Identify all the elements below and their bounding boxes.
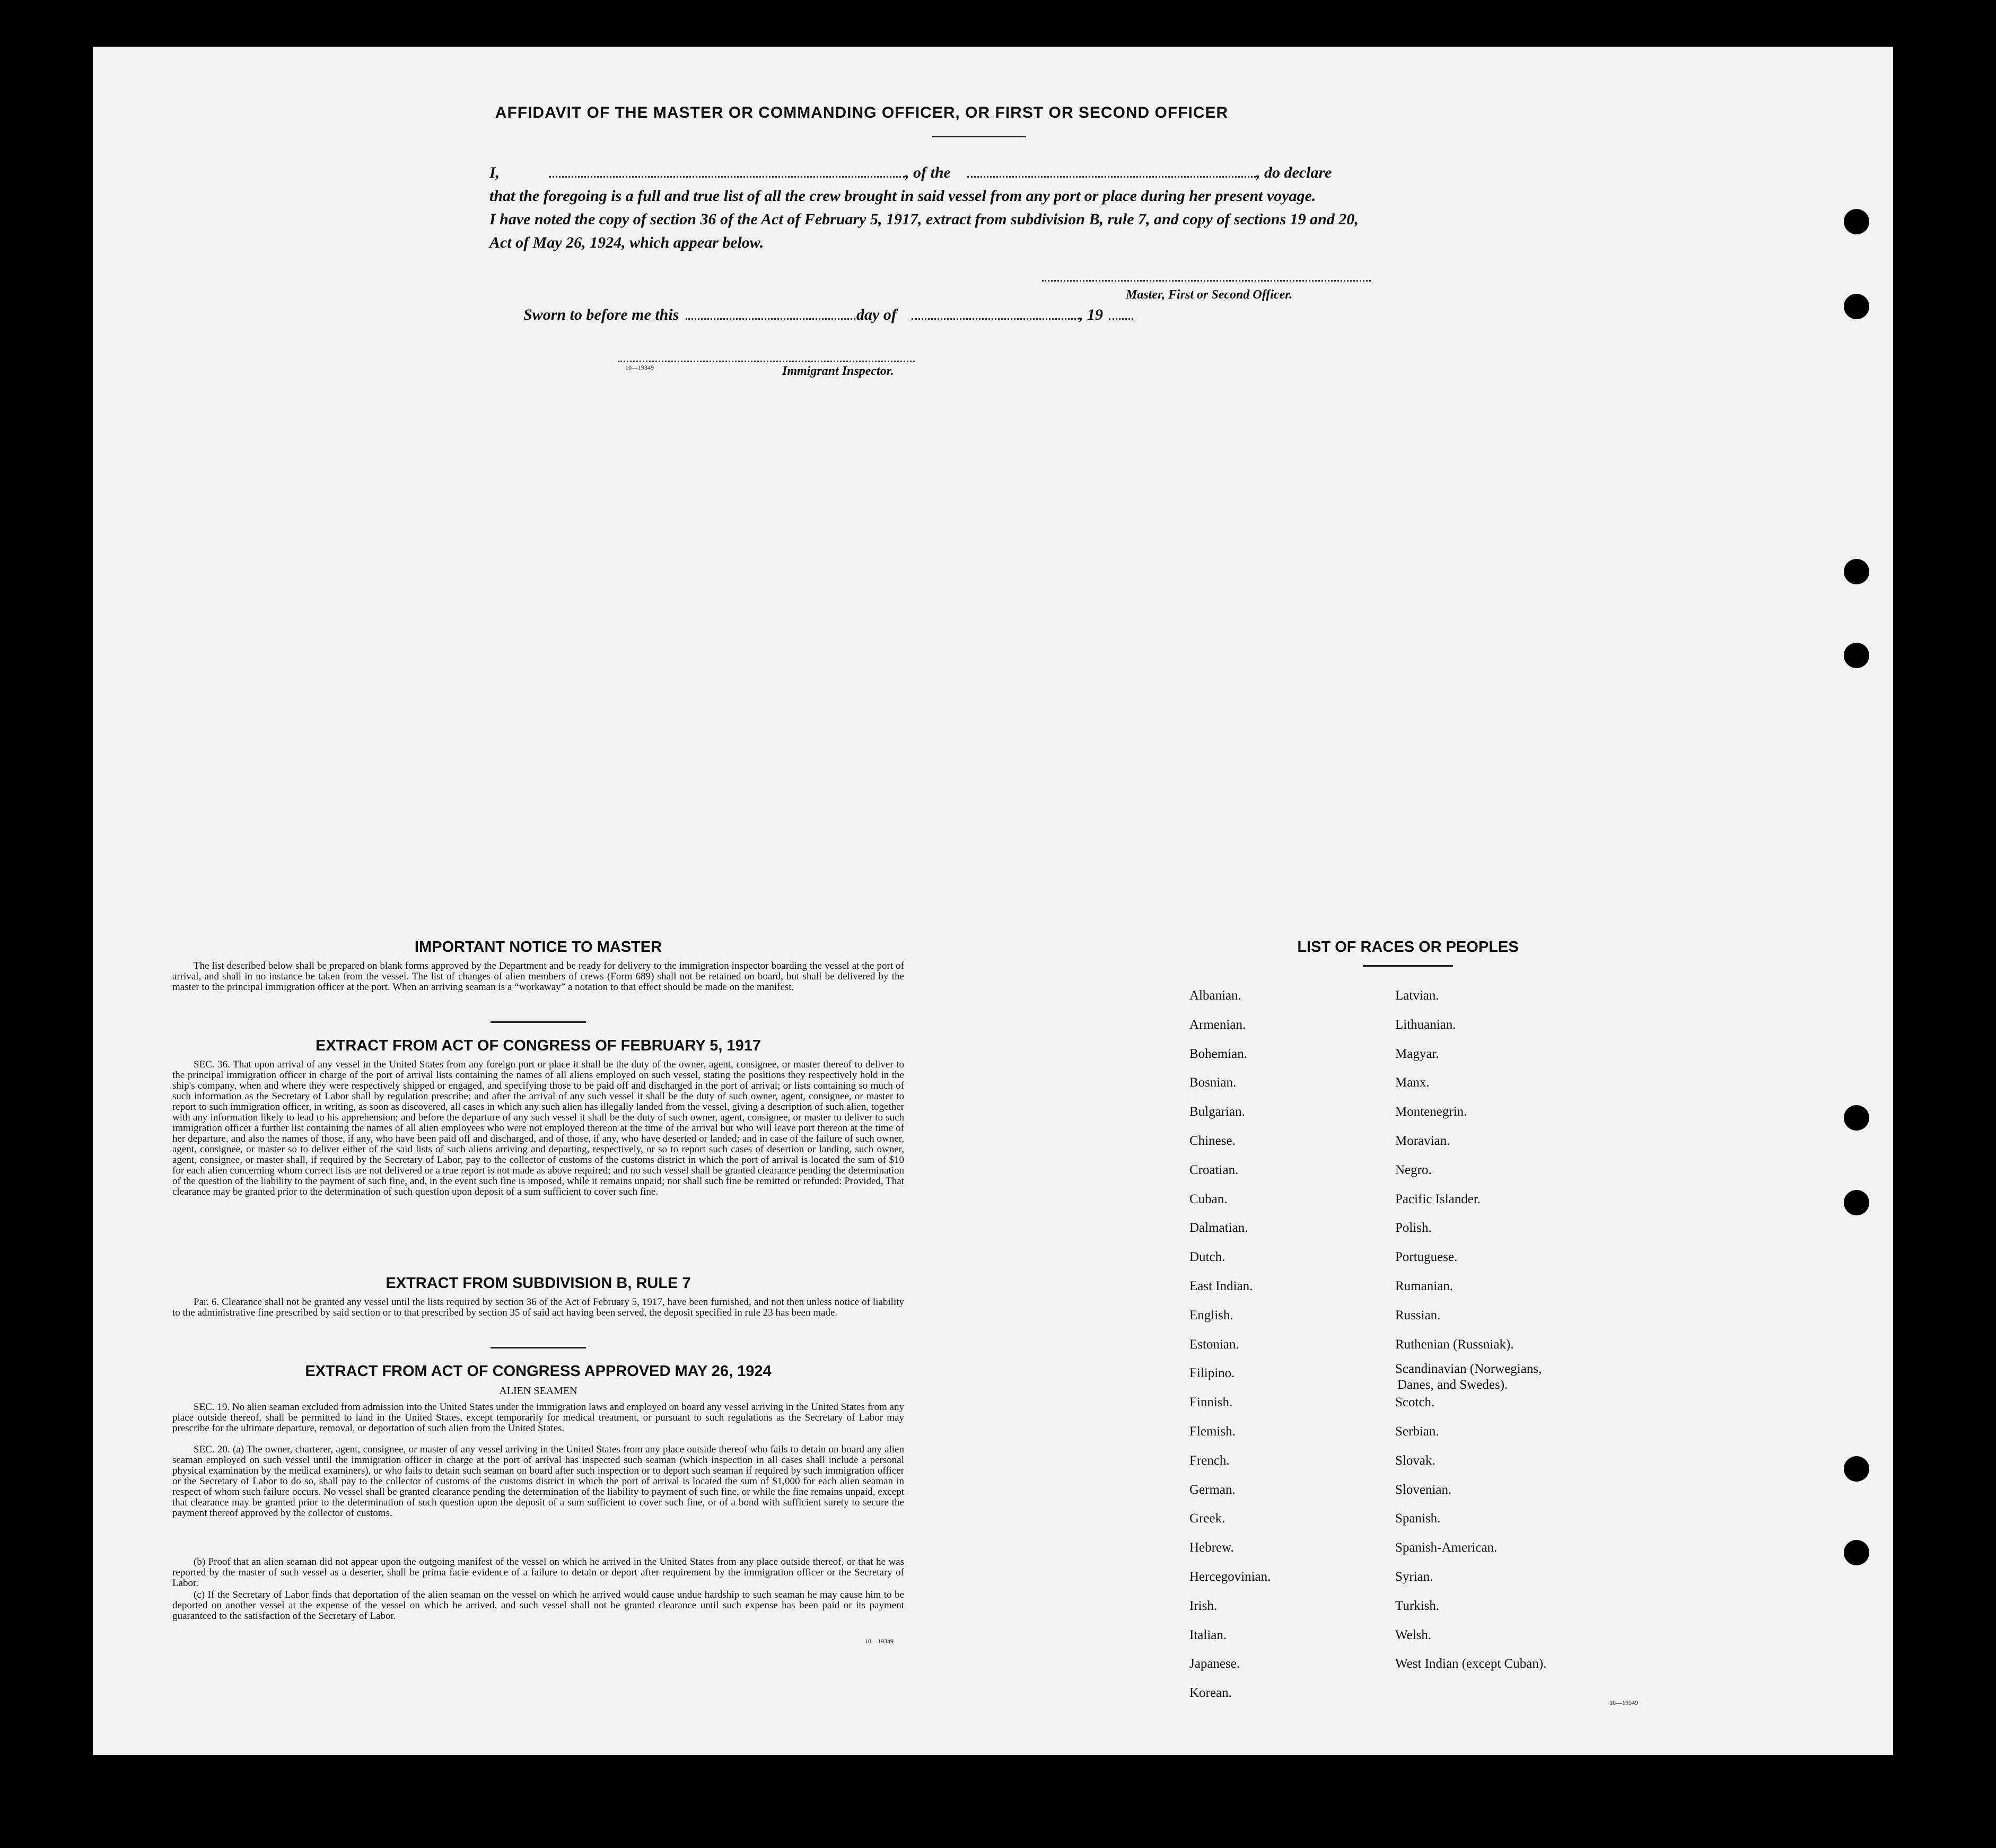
race-item: Hebrew.	[1189, 1540, 1234, 1555]
race-item: German.	[1189, 1482, 1236, 1497]
race-item: Cuban.	[1189, 1192, 1228, 1206]
race-item: Moravian.	[1395, 1134, 1450, 1148]
vessel-field[interactable]	[967, 176, 1256, 178]
race-item: Croatian.	[1189, 1162, 1239, 1177]
do-declare-label: , do declare	[1256, 164, 1332, 181]
race-item: Turkish.	[1395, 1598, 1440, 1613]
punch-hole	[1844, 294, 1869, 319]
race-item: Italian.	[1189, 1627, 1227, 1642]
race-item: English.	[1189, 1308, 1233, 1322]
affidavit-line-2: that the foregoing is a full and true list of all the crew brought in said vessel from any port or place during her present voyage.	[489, 187, 1316, 205]
divider	[491, 1347, 586, 1348]
sec20b-text: (b) Proof that an alien seaman did not appear upon the outgoing manifest of the vessel on which he arrived in the United States from any place outside thereof, or that he was reported by the master of such vessel as a deserter, shall be prima facie evidence of a failure to detain or deport after requirement by the immigration officer or the Secretary of Labor.	[172, 1556, 904, 1589]
race-item: Bohemian.	[1189, 1046, 1248, 1061]
punch-hole	[1844, 1456, 1869, 1482]
notice-text: The list described below shall be prepared on blank forms approved by the Department and be ready for delivery to the immigration inspector boarding the vessel at the port of arrival, and shall in no instance be taken from the vessel. The list of changes of alien members of crews (Form 689) shall not be retained on board, but shall be delivered by the master to the principal immigration officer at the port. When an arriving seaman is a “workaway” a notation to that effect should be made on the manifest.	[172, 960, 904, 993]
race-item: Danes, and Swedes).	[1397, 1378, 1508, 1392]
punch-hole	[1844, 643, 1869, 668]
race-item: West Indian (except Cuban).	[1395, 1657, 1547, 1671]
race-item: Hercegovinian.	[1189, 1570, 1271, 1584]
race-item: Armenian.	[1189, 1017, 1246, 1032]
race-item: Scandinavian (Norwegians,	[1395, 1362, 1542, 1377]
punch-hole	[1844, 209, 1869, 234]
sworn-year-field[interactable]	[1109, 318, 1133, 320]
notice-title: IMPORTANT NOTICE TO MASTER	[414, 939, 662, 956]
race-item: Chinese.	[1189, 1134, 1236, 1148]
divider	[932, 136, 1026, 137]
of-the-label: , of the	[905, 164, 951, 181]
day-of-label: day of	[856, 306, 897, 323]
affidavit-title: AFFIDAVIT OF THE MASTER OR COMMANDING OFFICER, OR FIRST OR SECOND OFFICER	[495, 104, 1229, 121]
sec19-text: SEC. 19. No alien seaman excluded from admission into the United States under the immigration laws and employed on board any vessel arriving in the United States from any place outside thereof, shall be permitted to land in the United States, except temporarily for medical treatment, or pursuant to such regulations as the Secretary of Labor may prescribe for the ultimate departure, removal, or deportation of such alien from the United States.	[172, 1402, 904, 1434]
race-item: Pacific Islander.	[1395, 1192, 1481, 1206]
alien-seamen-subtitle: ALIEN SEAMEN	[499, 1385, 577, 1397]
sec20c-text: (c) If the Secretary of Labor finds that deportation of the alien seaman on the vessel on which he arrived would cause undue hardship to such seaman he may cause him to be deported on another vessel at the expense of the vessel on which he arrived, and such vessel shall not be granted clearance until such expense has been paid or its payment guaranteed to the satisfaction of the Secretary of Labor.	[172, 1589, 904, 1622]
race-item: Spanish-American.	[1395, 1540, 1498, 1555]
race-item: Polish.	[1395, 1221, 1432, 1236]
form-number: 10—19349	[625, 364, 654, 371]
race-item: Flemish.	[1189, 1424, 1236, 1439]
race-item: Negro.	[1395, 1162, 1432, 1177]
race-item: Estonian.	[1189, 1337, 1239, 1352]
manifest-page	[93, 47, 1893, 1755]
race-item: Scotch.	[1395, 1395, 1435, 1410]
divider	[491, 1021, 586, 1023]
race-item: Albanian.	[1189, 988, 1241, 1003]
race-item: Filipino.	[1189, 1366, 1235, 1381]
extract-1917-text: SEC. 36. That upon arrival of any vessel in the United States from any foreign port or place it shall be the duty of the owner, agent, consignee, or master thereof to deliver to the principal immigration officer in charge of the port of arrival lists containing the names of all aliens employed on such vessel, stating the positions they respectively hold in the ship's company, when and where they were respectively shipped or engaged, and specifying those to be paid off and discharged in the port of arrival; or lists containing so much of such information as the Secretary of Labor shall by regulation prescribe; and after the arrival of any such vessel it shall be the duty of such owner, agent, consignee, or master to report to such immigration officer, in writing, as soon as discovered, all cases in which any such alien has illegally landed from the vessel, giving a description of such alien, together with any information likely to lead to his apprehension; and before the departure of any such vessel it shall be the duty of such owner, agent, consignee, or master to deliver to such immigration officer a further list containing the names of all alien employees who were not employed thereon at the time of the arrival but who will leave port thereon at the time of her departure, and also the names of those, if any, who have been paid off and discharged, and of those, if any, who have deserted or landed; and in case of the failure of such owner, agent, consignee, or master so to deliver either of the said lists of such aliens arriving and departing, respectively, or so to report such cases of desertion or landing, such owner, agent, consignee, or master shall, if required by the Secretary of Labor, pay to the collector of customs of the customs district in which the port of arrival is located the sum of $10 for each alien concerning whom correct lists are not delivered or a true report is not made as above required; and no such vessel shall be granted clearance pending the determination of the question of the liability to the payment of such fine, and, in the event such fine is imposed, while it remains unpaid; nor shall such fine be remitted or refunded: Provided, That clearance may be granted prior to the determination of such question upon deposit of a sum sufficient to cover such fine.	[172, 1059, 904, 1197]
race-item: Slovak.	[1395, 1453, 1435, 1468]
race-item: Slovenian.	[1395, 1482, 1452, 1497]
race-item: French.	[1189, 1453, 1230, 1468]
affidavit-line-4: Act of May 26, 1924, which appear below.	[489, 234, 764, 251]
race-item: Latvian.	[1395, 988, 1439, 1003]
race-item: Japanese.	[1189, 1657, 1240, 1671]
sworn-label: Sworn to before me this	[523, 306, 679, 323]
extract-1917-title: EXTRACT FROM ACT OF CONGRESS OF FEBRUARY 5, 1917	[315, 1037, 761, 1054]
form-number: 10—19349	[865, 1637, 894, 1645]
punch-hole	[1844, 559, 1869, 584]
race-item: Portuguese.	[1395, 1250, 1458, 1265]
race-item: Russian.	[1395, 1308, 1441, 1322]
year-label: , 19	[1079, 306, 1103, 323]
signature-label: Master, First or Second Officer.	[1126, 288, 1293, 302]
i-label: I,	[489, 164, 500, 181]
race-item: Ruthenian (Russniak).	[1395, 1337, 1514, 1352]
race-item: Finnish.	[1189, 1395, 1233, 1410]
race-item: Syrian.	[1395, 1570, 1433, 1584]
extract-1924-title: EXTRACT FROM ACT OF CONGRESS APPROVED MAY 26, 1924	[305, 1363, 772, 1380]
race-item: Serbian.	[1395, 1424, 1439, 1439]
race-item: Bulgarian.	[1189, 1105, 1245, 1119]
extracts-column	[172, 47, 904, 1755]
punch-hole	[1844, 1105, 1869, 1131]
races-title: LIST OF RACES OR PEOPLES	[1297, 939, 1519, 956]
divider	[1363, 965, 1453, 967]
race-item: Rumanian.	[1395, 1279, 1454, 1293]
sworn-month-field[interactable]	[912, 318, 1079, 320]
punch-hole	[1844, 1190, 1869, 1215]
race-item: Montenegrin.	[1395, 1105, 1467, 1119]
sec20a-text: SEC. 20. (a) The owner, charterer, agent, consignee, or master of any vessel arriving in the United States from any place outside thereof who fails to detain on board any alien seaman employed on such vessel until the immigration officer in charge at the port of arrival has inspected such seaman (which inspection in all cases shall include a personal physical examination by the medical examiners), or who fails to detain such seaman on board after such inspection or to deport such seaman if required by such immigration officer or the Secretary of Labor to do so, shall pay to the collector of customs of the customs district in which the port of arrival is located the sum of $1,000 for each alien seaman in respect of whom such failure occurs. No vessel shall be granted clearance pending the determination of the liability to payment of such fine, or while the fine remains unpaid, except that clearance may be granted prior to the determination of such question upon the deposit of a sum sufficient to cover such fine, or of a bond with sufficient surety to secure the payment thereof approved by the collector of customs.	[172, 1444, 904, 1519]
race-item: Spanish.	[1395, 1511, 1441, 1526]
extract-rule7-title: EXTRACT FROM SUBDIVISION B, RULE 7	[386, 1275, 691, 1292]
punch-hole	[1844, 1540, 1869, 1565]
race-item: Korean.	[1189, 1686, 1232, 1701]
extract-rule7-text: Par. 6. Clearance shall not be granted any vessel until the lists required by section 36 of the Act of February 5, 1917, have been furnished, and not then unless notice of liability to the administrative fine prescribed by said section or to that prescribed by section 35 of said act having been served, the deposit specified in rule 23 has been made.	[172, 1297, 904, 1318]
race-item: Magyar.	[1395, 1046, 1439, 1061]
affidavit-line-3: I have noted the copy of section 36 of the Act of February 5, 1917, extract from subdivision B, rule 7, and copy of sections 19 and 20,	[489, 211, 1359, 228]
inspector-label: Immigrant Inspector.	[782, 364, 894, 378]
race-item: Manx.	[1395, 1075, 1430, 1090]
race-item: Welsh.	[1395, 1627, 1432, 1642]
race-item: Dutch.	[1189, 1250, 1225, 1265]
race-item: Dalmatian.	[1189, 1221, 1248, 1236]
signature-line[interactable]	[1042, 280, 1371, 282]
race-item: Lithuanian.	[1395, 1017, 1456, 1032]
race-item: East Indian.	[1189, 1279, 1253, 1293]
race-item: Irish.	[1189, 1598, 1218, 1613]
race-item: Bosnian.	[1189, 1075, 1237, 1090]
form-number: 10—19349	[1609, 1699, 1638, 1706]
race-item: Greek.	[1189, 1511, 1225, 1526]
